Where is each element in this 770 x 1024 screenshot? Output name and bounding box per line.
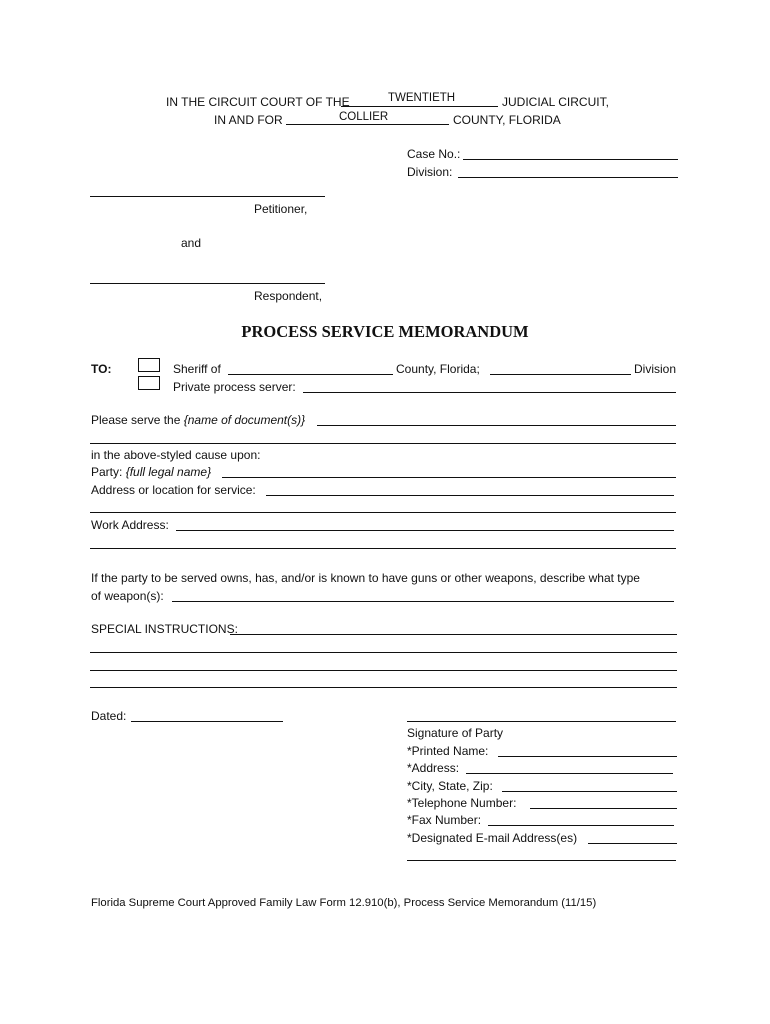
please-serve-text: Please serve the {name of document(s)} [91, 413, 306, 427]
respondent-label: Respondent, [254, 289, 323, 303]
special-instructions-field[interactable] [230, 634, 677, 635]
fax-label: *Fax Number: [407, 813, 482, 827]
weapons-field[interactable] [172, 601, 674, 602]
sheriff-mid: County, Florida; [396, 362, 480, 376]
circuit-value: TWENTIETH [388, 92, 456, 104]
telephone-label: *Telephone Number: [407, 796, 517, 810]
to-label: TO: [91, 362, 112, 376]
respondent-name-field[interactable] [90, 283, 325, 284]
document-name-field-2[interactable] [90, 443, 676, 444]
email-field-2[interactable] [407, 860, 676, 861]
sheriff-checkbox[interactable] [138, 358, 160, 372]
sig-address-field[interactable] [466, 773, 673, 774]
fax-field[interactable] [488, 825, 674, 826]
and-label: and [181, 236, 202, 250]
service-address-field-2[interactable] [90, 512, 676, 513]
document-name-field[interactable] [317, 425, 676, 426]
signature-field[interactable] [407, 721, 676, 722]
circuit-field[interactable] [341, 106, 498, 107]
special-instructions-field-4[interactable] [90, 687, 677, 688]
signature-label: Signature of Party [407, 726, 504, 740]
special-instructions-field-2[interactable] [90, 652, 677, 653]
sheriff-suffix: Division [634, 362, 677, 376]
petitioner-label: Petitioner, [254, 202, 308, 216]
above-styled-text: in the above-styled cause upon: [91, 448, 261, 462]
private-server-label: Private process server: [173, 380, 296, 394]
telephone-field[interactable] [530, 808, 677, 809]
header-line2-prefix: IN AND FOR [214, 113, 283, 127]
sheriff-county-field[interactable] [228, 374, 393, 375]
email-label: *Designated E-mail Address(es) [407, 831, 578, 845]
printed-name-field[interactable] [498, 756, 677, 757]
city-state-zip-field[interactable] [502, 791, 677, 792]
sheriff-division-field[interactable] [490, 374, 631, 375]
dated-field[interactable] [131, 721, 283, 722]
form-title: PROCESS SERVICE MEMORANDUM [241, 322, 529, 341]
weapons-question: If the party to be served owns, has, and/or is known to have guns or other weapons, describe what type [91, 571, 640, 585]
division-field[interactable] [458, 177, 678, 178]
sig-address-label: *Address: [407, 761, 460, 775]
work-address-field-2[interactable] [90, 548, 676, 549]
private-server-field[interactable] [303, 392, 676, 393]
address-label: Address or location for service: [91, 483, 256, 497]
work-address-label: Work Address: [91, 518, 169, 532]
sheriff-prefix: Sheriff of [173, 362, 221, 376]
form-footer: Florida Supreme Court Approved Family Law Form 12.910(b), Process Service Memorandum (11/15) [91, 897, 597, 909]
city-state-zip-label: *City, State, Zip: [407, 779, 493, 793]
email-field[interactable] [588, 843, 677, 844]
weapons-label: of weapon(s): [91, 589, 164, 603]
private-server-checkbox[interactable] [138, 376, 160, 390]
dated-label: Dated: [91, 709, 127, 723]
division-label: Division: [407, 165, 453, 179]
special-instructions-field-3[interactable] [90, 670, 677, 671]
party-name-field[interactable] [222, 477, 676, 478]
header-line1-prefix: IN THE CIRCUIT COURT OF THE [166, 95, 350, 109]
printed-name-label: *Printed Name: [407, 744, 489, 758]
county-field[interactable] [286, 124, 449, 125]
work-address-field[interactable] [176, 530, 674, 531]
party-text: Party: {full legal name} [91, 465, 212, 479]
service-address-field[interactable] [266, 495, 674, 496]
petitioner-name-field[interactable] [90, 196, 325, 197]
county-value: COLLIER [339, 111, 389, 123]
header-line1-suffix: JUDICIAL CIRCUIT, [502, 95, 609, 109]
header-line2-suffix: COUNTY, FLORIDA [453, 113, 561, 127]
case-no-label: Case No.: [407, 147, 461, 161]
special-instructions-label: SPECIAL INSTRUCTIONS: [91, 622, 238, 636]
case-no-field[interactable] [463, 159, 678, 160]
